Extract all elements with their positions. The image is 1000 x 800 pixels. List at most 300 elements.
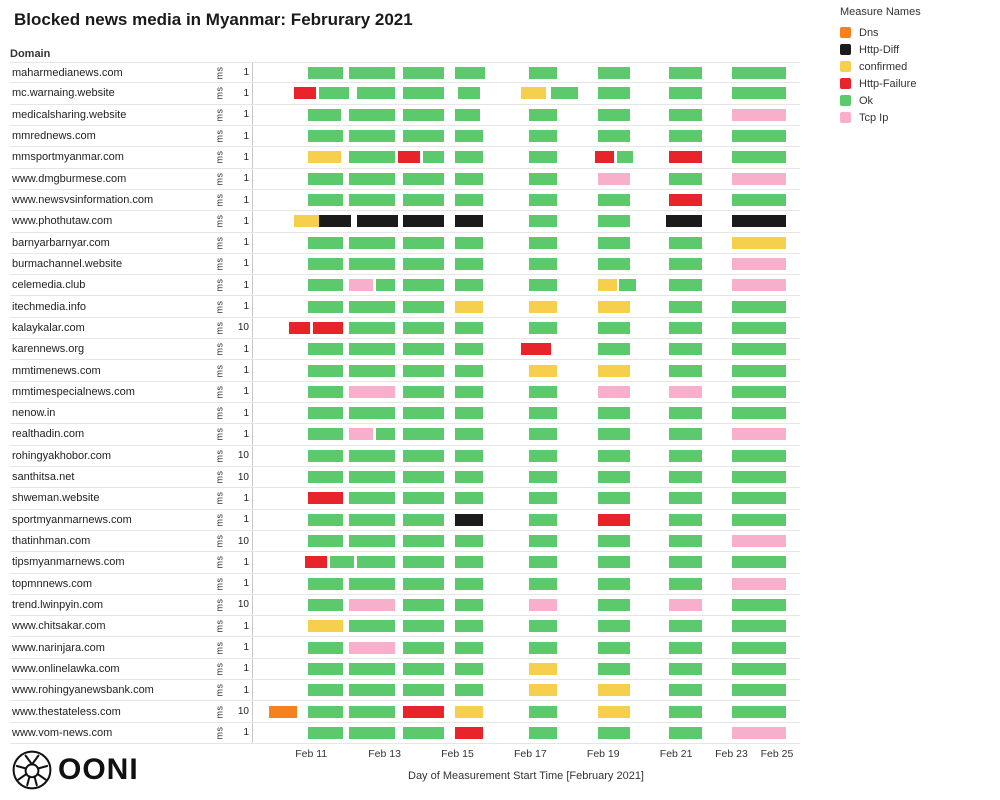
bar-segment[interactable] — [669, 173, 702, 185]
bar-segment[interactable] — [403, 194, 444, 206]
bar-segment[interactable] — [529, 727, 556, 739]
bar-segment[interactable] — [732, 450, 787, 462]
bar-segment[interactable] — [403, 663, 444, 675]
bar-segment[interactable] — [455, 535, 482, 547]
bar-segment[interactable] — [403, 471, 444, 483]
bar-segment[interactable] — [619, 279, 635, 291]
bar-segment[interactable] — [598, 428, 631, 440]
bar-segment[interactable] — [349, 727, 395, 739]
bar-segment[interactable] — [455, 301, 482, 313]
bar-segment[interactable] — [455, 151, 482, 163]
bar-segment[interactable] — [455, 109, 480, 121]
chart-row[interactable] — [10, 296, 800, 317]
bar-segment[interactable] — [669, 663, 702, 675]
bar-segment[interactable] — [732, 492, 787, 504]
bar-segment[interactable] — [308, 450, 344, 462]
bar-segment[interactable] — [529, 450, 556, 462]
bar-segment[interactable] — [529, 301, 556, 313]
bar-segment[interactable] — [294, 87, 316, 99]
bar-segment[interactable] — [598, 258, 631, 270]
bar-segment[interactable] — [732, 279, 787, 291]
bar-segment[interactable] — [529, 215, 556, 227]
chart-row[interactable] — [10, 83, 800, 104]
bar-segment[interactable] — [319, 87, 349, 99]
bar-segment[interactable] — [669, 237, 702, 249]
bar-segment[interactable] — [403, 215, 444, 227]
bar-segment[interactable] — [529, 109, 556, 121]
bar-segment[interactable] — [598, 578, 631, 590]
bar-segment[interactable] — [403, 301, 444, 313]
bar-segment[interactable] — [308, 492, 344, 504]
bar-segment[interactable] — [403, 365, 444, 377]
bar-segment[interactable] — [529, 386, 556, 398]
bar-segment[interactable] — [669, 258, 702, 270]
bar-segment[interactable] — [598, 279, 617, 291]
bar-segment[interactable] — [732, 556, 787, 568]
bar-segment[interactable] — [529, 67, 556, 79]
bar-segment[interactable] — [455, 407, 482, 419]
bar-segment[interactable] — [669, 407, 702, 419]
bar-segment[interactable] — [308, 578, 344, 590]
bar-segment[interactable] — [529, 237, 556, 249]
bar-segment[interactable] — [598, 173, 631, 185]
chart-row[interactable] — [10, 147, 800, 168]
bar-segment[interactable] — [598, 109, 631, 121]
bar-segment[interactable] — [349, 386, 395, 398]
chart-row[interactable] — [10, 680, 800, 701]
chart-row[interactable] — [10, 360, 800, 381]
chart-row[interactable] — [10, 318, 800, 339]
bar-segment[interactable] — [732, 194, 787, 206]
bar-segment[interactable] — [349, 471, 395, 483]
bar-segment[interactable] — [403, 535, 444, 547]
bar-segment[interactable] — [529, 407, 556, 419]
bar-segment[interactable] — [598, 492, 631, 504]
bar-segment[interactable] — [529, 279, 556, 291]
bar-segment[interactable] — [529, 365, 556, 377]
bar-segment[interactable] — [669, 301, 702, 313]
bar-segment[interactable] — [529, 578, 556, 590]
chart-row[interactable] — [10, 701, 800, 722]
bar-segment[interactable] — [403, 109, 444, 121]
chart-row[interactable] — [10, 637, 800, 658]
bar-segment[interactable] — [598, 130, 631, 142]
bar-segment[interactable] — [732, 109, 787, 121]
bar-segment[interactable] — [669, 578, 702, 590]
bar-segment[interactable] — [308, 343, 344, 355]
bar-segment[interactable] — [349, 365, 395, 377]
bar-segment[interactable] — [308, 279, 344, 291]
bar-segment[interactable] — [349, 130, 395, 142]
bar-segment[interactable] — [598, 599, 631, 611]
bar-segment[interactable] — [732, 599, 787, 611]
bar-segment[interactable] — [403, 727, 444, 739]
bar-segment[interactable] — [455, 663, 482, 675]
bar-segment[interactable] — [551, 87, 578, 99]
bar-segment[interactable] — [349, 322, 395, 334]
bar-segment[interactable] — [403, 407, 444, 419]
bar-segment[interactable] — [732, 514, 787, 526]
bar-segment[interactable] — [669, 684, 702, 696]
bar-segment[interactable] — [308, 109, 341, 121]
bar-segment[interactable] — [529, 535, 556, 547]
chart-row[interactable] — [10, 169, 800, 190]
bar-segment[interactable] — [308, 365, 344, 377]
bar-segment[interactable] — [669, 620, 702, 632]
bar-segment[interactable] — [319, 215, 352, 227]
bar-segment[interactable] — [455, 194, 482, 206]
legend-item[interactable] — [840, 92, 995, 109]
bar-segment[interactable] — [308, 428, 344, 440]
bar-segment[interactable] — [308, 663, 344, 675]
bar-segment[interactable] — [294, 215, 319, 227]
bar-segment[interactable] — [455, 578, 482, 590]
bar-segment[interactable] — [669, 471, 702, 483]
bar-segment[interactable] — [732, 535, 787, 547]
bar-segment[interactable] — [455, 215, 482, 227]
bar-segment[interactable] — [669, 535, 702, 547]
bar-segment[interactable] — [598, 450, 631, 462]
bar-segment[interactable] — [455, 237, 482, 249]
bar-segment[interactable] — [455, 684, 482, 696]
bar-segment[interactable] — [349, 151, 395, 163]
chart-row[interactable] — [10, 446, 800, 467]
bar-segment[interactable] — [598, 343, 631, 355]
bar-segment[interactable] — [308, 599, 344, 611]
bar-segment[interactable] — [455, 599, 482, 611]
bar-segment[interactable] — [529, 599, 556, 611]
bar-segment[interactable] — [732, 727, 787, 739]
bar-segment[interactable] — [669, 492, 702, 504]
chart-row[interactable] — [10, 382, 800, 403]
bar-segment[interactable] — [598, 87, 631, 99]
bar-segment[interactable] — [529, 471, 556, 483]
bar-segment[interactable] — [403, 599, 444, 611]
bar-segment[interactable] — [403, 556, 444, 568]
bar-segment[interactable] — [455, 279, 482, 291]
bar-segment[interactable] — [529, 258, 556, 270]
bar-segment[interactable] — [349, 514, 395, 526]
bar-segment[interactable] — [529, 322, 556, 334]
bar-segment[interactable] — [349, 578, 395, 590]
bar-segment[interactable] — [669, 428, 702, 440]
bar-segment[interactable] — [669, 450, 702, 462]
bar-segment[interactable] — [529, 706, 556, 718]
bar-segment[interactable] — [529, 428, 556, 440]
bar-segment[interactable] — [349, 407, 395, 419]
bar-segment[interactable] — [308, 535, 344, 547]
bar-segment[interactable] — [598, 642, 631, 654]
bar-segment[interactable] — [732, 663, 787, 675]
bar-segment[interactable] — [308, 67, 344, 79]
bar-segment[interactable] — [598, 535, 631, 547]
bar-segment[interactable] — [598, 365, 631, 377]
bar-segment[interactable] — [403, 258, 444, 270]
bar-segment[interactable] — [529, 514, 556, 526]
bar-segment[interactable] — [529, 642, 556, 654]
bar-segment[interactable] — [305, 556, 327, 568]
chart-row[interactable] — [10, 233, 800, 254]
bar-segment[interactable] — [349, 258, 395, 270]
bar-segment[interactable] — [598, 556, 631, 568]
bar-segment[interactable] — [598, 706, 631, 718]
bar-segment[interactable] — [403, 279, 444, 291]
bar-segment[interactable] — [732, 386, 787, 398]
chart-row[interactable] — [10, 467, 800, 488]
bar-segment[interactable] — [308, 237, 344, 249]
bar-segment[interactable] — [403, 173, 444, 185]
bar-segment[interactable] — [308, 151, 341, 163]
bar-segment[interactable] — [669, 130, 702, 142]
bar-segment[interactable] — [529, 173, 556, 185]
bar-segment[interactable] — [349, 663, 395, 675]
bar-segment[interactable] — [732, 237, 787, 249]
bar-segment[interactable] — [669, 343, 702, 355]
bar-segment[interactable] — [403, 386, 444, 398]
bar-segment[interactable] — [732, 343, 787, 355]
bar-segment[interactable] — [455, 343, 482, 355]
bar-segment[interactable] — [669, 322, 702, 334]
bar-segment[interactable] — [357, 556, 395, 568]
chart-row[interactable] — [10, 616, 800, 637]
chart-row[interactable] — [10, 595, 800, 616]
bar-segment[interactable] — [308, 407, 344, 419]
bar-segment[interactable] — [529, 151, 556, 163]
bar-segment[interactable] — [308, 471, 344, 483]
bar-segment[interactable] — [398, 151, 420, 163]
bar-segment[interactable] — [732, 706, 787, 718]
bar-segment[interactable] — [349, 428, 374, 440]
bar-segment[interactable] — [349, 279, 374, 291]
bar-segment[interactable] — [595, 151, 614, 163]
bar-segment[interactable] — [598, 322, 631, 334]
bar-segment[interactable] — [308, 194, 344, 206]
bar-segment[interactable] — [732, 471, 787, 483]
bar-segment[interactable] — [357, 215, 398, 227]
bar-segment[interactable] — [598, 301, 631, 313]
bar-segment[interactable] — [376, 279, 395, 291]
bar-segment[interactable] — [455, 67, 485, 79]
bar-segment[interactable] — [669, 642, 702, 654]
bar-segment[interactable] — [349, 343, 395, 355]
bar-segment[interactable] — [669, 194, 702, 206]
bar-segment[interactable] — [521, 343, 551, 355]
bar-segment[interactable] — [732, 87, 787, 99]
bar-segment[interactable] — [598, 684, 631, 696]
bar-segment[interactable] — [598, 215, 631, 227]
bar-segment[interactable] — [349, 599, 395, 611]
bar-segment[interactable] — [308, 386, 344, 398]
bar-segment[interactable] — [732, 67, 787, 79]
bar-segment[interactable] — [403, 684, 444, 696]
bar-segment[interactable] — [732, 642, 787, 654]
bar-segment[interactable] — [458, 87, 480, 99]
bar-segment[interactable] — [308, 258, 344, 270]
bar-segment[interactable] — [669, 556, 702, 568]
chart-row[interactable] — [10, 211, 800, 232]
bar-segment[interactable] — [313, 322, 343, 334]
bar-segment[interactable] — [669, 365, 702, 377]
bar-segment[interactable] — [669, 87, 702, 99]
bar-segment[interactable] — [349, 642, 395, 654]
bar-segment[interactable] — [403, 87, 444, 99]
bar-segment[interactable] — [403, 67, 444, 79]
bar-segment[interactable] — [349, 620, 395, 632]
bar-segment[interactable] — [732, 258, 787, 270]
chart-row[interactable] — [10, 659, 800, 680]
bar-segment[interactable] — [403, 322, 444, 334]
chart-row[interactable] — [10, 339, 800, 360]
bar-segment[interactable] — [529, 130, 556, 142]
bar-segment[interactable] — [732, 620, 787, 632]
bar-segment[interactable] — [269, 706, 296, 718]
bar-segment[interactable] — [732, 301, 787, 313]
bar-segment[interactable] — [598, 663, 631, 675]
bar-segment[interactable] — [732, 407, 787, 419]
bar-segment[interactable] — [308, 642, 344, 654]
chart-row[interactable] — [10, 190, 800, 211]
legend-item[interactable] — [840, 109, 995, 126]
chart-row[interactable] — [10, 488, 800, 509]
bar-segment[interactable] — [669, 279, 702, 291]
bar-segment[interactable] — [455, 386, 482, 398]
bar-segment[interactable] — [669, 386, 702, 398]
bar-segment[interactable] — [349, 237, 395, 249]
legend-item[interactable] — [840, 41, 995, 58]
bar-segment[interactable] — [529, 663, 556, 675]
bar-segment[interactable] — [732, 322, 787, 334]
chart-row[interactable] — [10, 510, 800, 531]
bar-segment[interactable] — [403, 130, 444, 142]
bar-segment[interactable] — [666, 215, 702, 227]
bar-segment[interactable] — [455, 556, 482, 568]
bar-segment[interactable] — [617, 151, 633, 163]
bar-segment[interactable] — [455, 492, 482, 504]
chart-row[interactable] — [10, 531, 800, 552]
bar-segment[interactable] — [732, 428, 787, 440]
legend-item[interactable] — [840, 58, 995, 75]
bar-segment[interactable] — [455, 173, 482, 185]
bar-segment[interactable] — [376, 428, 395, 440]
bar-segment[interactable] — [598, 194, 631, 206]
chart-row[interactable] — [10, 723, 800, 744]
bar-segment[interactable] — [349, 109, 395, 121]
bar-segment[interactable] — [732, 578, 787, 590]
bar-segment[interactable] — [669, 706, 702, 718]
bar-segment[interactable] — [732, 365, 787, 377]
bar-segment[interactable] — [349, 450, 395, 462]
bar-segment[interactable] — [529, 556, 556, 568]
chart-row[interactable] — [10, 254, 800, 275]
bar-segment[interactable] — [598, 727, 631, 739]
bar-segment[interactable] — [455, 706, 482, 718]
bar-segment[interactable] — [403, 343, 444, 355]
bar-segment[interactable] — [349, 67, 395, 79]
bar-segment[interactable] — [455, 450, 482, 462]
bar-segment[interactable] — [529, 620, 556, 632]
bar-segment[interactable] — [289, 322, 311, 334]
bar-segment[interactable] — [308, 514, 344, 526]
chart-row[interactable] — [10, 574, 800, 595]
bar-segment[interactable] — [598, 67, 631, 79]
bar-segment[interactable] — [403, 514, 444, 526]
bar-segment[interactable] — [669, 151, 702, 163]
chart-row[interactable] — [10, 62, 800, 83]
bar-segment[interactable] — [669, 67, 702, 79]
bar-segment[interactable] — [349, 684, 395, 696]
bar-segment[interactable] — [349, 194, 395, 206]
bar-segment[interactable] — [732, 130, 787, 142]
bar-segment[interactable] — [598, 471, 631, 483]
bar-segment[interactable] — [455, 130, 482, 142]
bar-segment[interactable] — [529, 684, 556, 696]
bar-segment[interactable] — [598, 407, 631, 419]
bar-segment[interactable] — [403, 237, 444, 249]
bar-segment[interactable] — [455, 471, 482, 483]
bar-segment[interactable] — [669, 109, 702, 121]
bar-segment[interactable] — [455, 365, 482, 377]
bar-segment[interactable] — [403, 642, 444, 654]
bar-segment[interactable] — [349, 706, 395, 718]
bar-segment[interactable] — [598, 237, 631, 249]
chart-row[interactable] — [10, 552, 800, 573]
bar-segment[interactable] — [455, 514, 482, 526]
bar-segment[interactable] — [669, 727, 702, 739]
bar-segment[interactable] — [455, 727, 482, 739]
bar-segment[interactable] — [308, 130, 344, 142]
bar-segment[interactable] — [669, 514, 702, 526]
chart-row[interactable] — [10, 403, 800, 424]
legend-item[interactable] — [840, 24, 995, 41]
legend-item[interactable] — [840, 75, 995, 92]
bar-segment[interactable] — [349, 301, 395, 313]
bar-segment[interactable] — [308, 727, 344, 739]
bar-segment[interactable] — [529, 492, 556, 504]
bar-segment[interactable] — [308, 173, 344, 185]
bar-segment[interactable] — [357, 87, 395, 99]
bar-segment[interactable] — [455, 428, 482, 440]
bar-segment[interactable] — [732, 215, 787, 227]
bar-segment[interactable] — [455, 258, 482, 270]
bar-segment[interactable] — [455, 642, 482, 654]
bar-segment[interactable] — [598, 514, 631, 526]
bar-segment[interactable] — [308, 706, 344, 718]
bar-segment[interactable] — [732, 151, 787, 163]
bar-segment[interactable] — [403, 450, 444, 462]
bar-segment[interactable] — [455, 322, 482, 334]
bar-segment[interactable] — [308, 684, 344, 696]
chart-row[interactable] — [10, 424, 800, 445]
bar-segment[interactable] — [308, 301, 344, 313]
bar-segment[interactable] — [308, 620, 344, 632]
bar-segment[interactable] — [403, 492, 444, 504]
bar-segment[interactable] — [403, 578, 444, 590]
chart-row[interactable] — [10, 126, 800, 147]
bar-segment[interactable] — [598, 386, 631, 398]
bar-segment[interactable] — [455, 620, 482, 632]
bar-segment[interactable] — [423, 151, 445, 163]
bar-segment[interactable] — [349, 492, 395, 504]
bar-segment[interactable] — [349, 535, 395, 547]
chart-row[interactable] — [10, 105, 800, 126]
bar-segment[interactable] — [521, 87, 546, 99]
bar-segment[interactable] — [330, 556, 355, 568]
bar-segment[interactable] — [598, 620, 631, 632]
bar-segment[interactable] — [732, 173, 787, 185]
bar-segment[interactable] — [349, 173, 395, 185]
bar-segment[interactable] — [403, 620, 444, 632]
bar-segment[interactable] — [529, 194, 556, 206]
